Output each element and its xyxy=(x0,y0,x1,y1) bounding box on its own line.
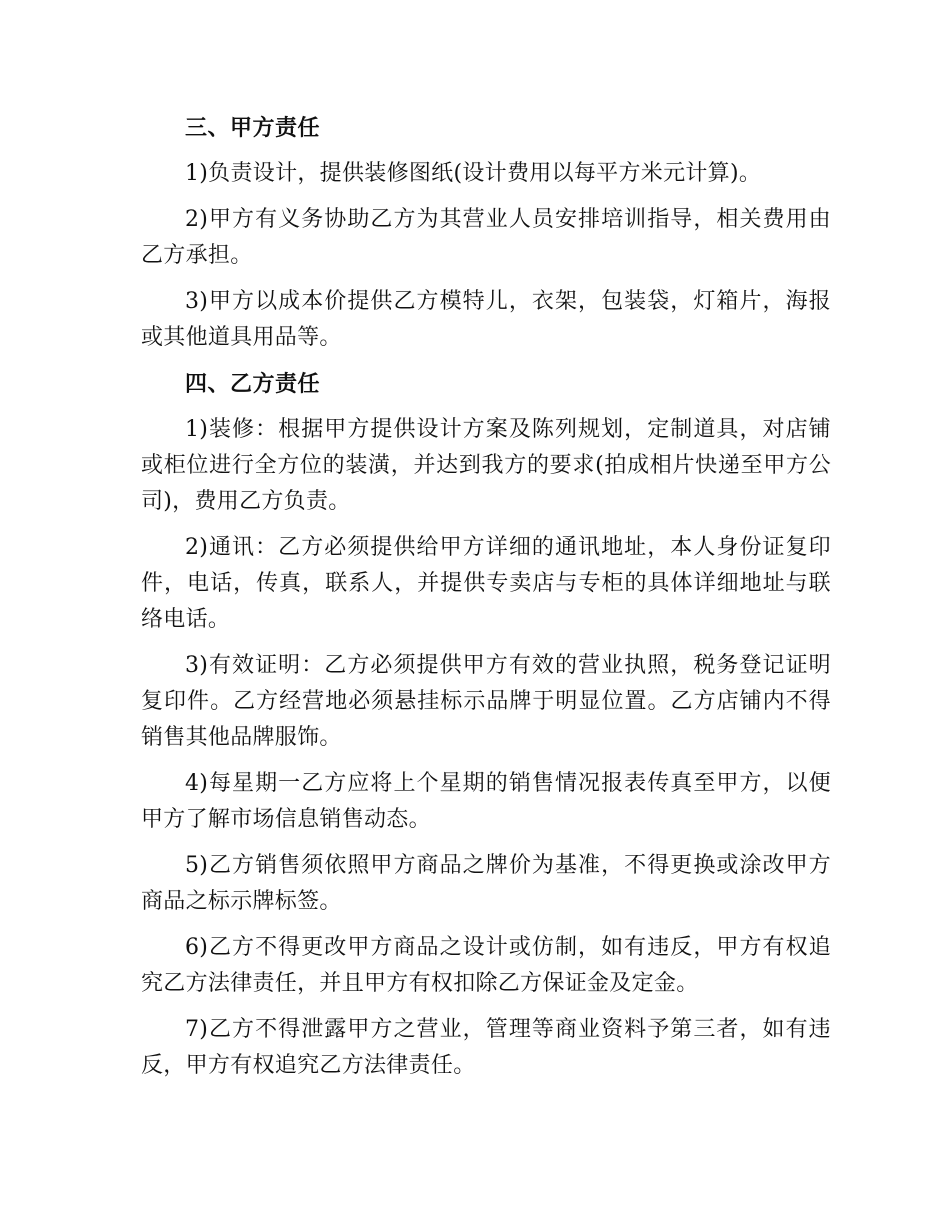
party-a-clause-3: 3)甲方以成本价提供乙方模特儿，衣架，包装袋，灯箱片，海报或其他道具用品等。 xyxy=(141,289,831,350)
document-body xyxy=(141,110,831,1084)
party-b-clause-5: 5)乙方销售须依照甲方商品之牌价为基准，不得更换或涂改甲方商品之标示牌标签。 xyxy=(141,853,831,914)
party-b-clause-2: 2)通讯：乙方必须提供给甲方详细的通讯地址，本人身份证复印件，电话，传真，联系人，并提供专卖店与专柜的具体详细地址与联络电话。 xyxy=(141,535,831,632)
party-b-clause-1: 1)装修：根据甲方提供设计方案及陈列规划，定制道具，对店铺或柜位进行全方位的装潢，并达到我方的要求(拍成相片快递至甲方公司)，费用乙方负责。 xyxy=(141,417,831,514)
party-a-clause-1: 1)负责设计，提供装修图纸(设计费用以每平方米元计算)。 xyxy=(185,161,762,186)
party-a-clause-2: 2)甲方有义务协助乙方为其营业人员安排培训指导，相关费用由乙方承担。 xyxy=(141,207,831,268)
section-heading-party-a: 三、甲方责任 xyxy=(185,115,321,141)
party-b-clause-6: 6)乙方不得更改甲方商品之设计或仿制，如有违反，甲方有权追究乙方法律责任，并且甲方有权扣除乙方保证金及定金。 xyxy=(141,935,831,996)
party-b-clause-7: 7)乙方不得泄露甲方之营业，管理等商业资料予第三者，如有违反，甲方有权追究乙方法律责任。 xyxy=(141,1017,831,1078)
section-heading-party-b: 四、乙方责任 xyxy=(185,371,321,397)
party-b-clause-4: 4)每星期一乙方应将上个星期的销售情况报表传真至甲方，以便甲方了解市场信息销售动态。 xyxy=(141,771,831,832)
party-b-clause-3: 3)有效证明：乙方必须提供甲方有效的营业执照，税务登记证明复印件。乙方经营地必须悬挂标示品牌于明显位置。乙方店铺内不得销售其他品牌服饰。 xyxy=(141,653,831,750)
